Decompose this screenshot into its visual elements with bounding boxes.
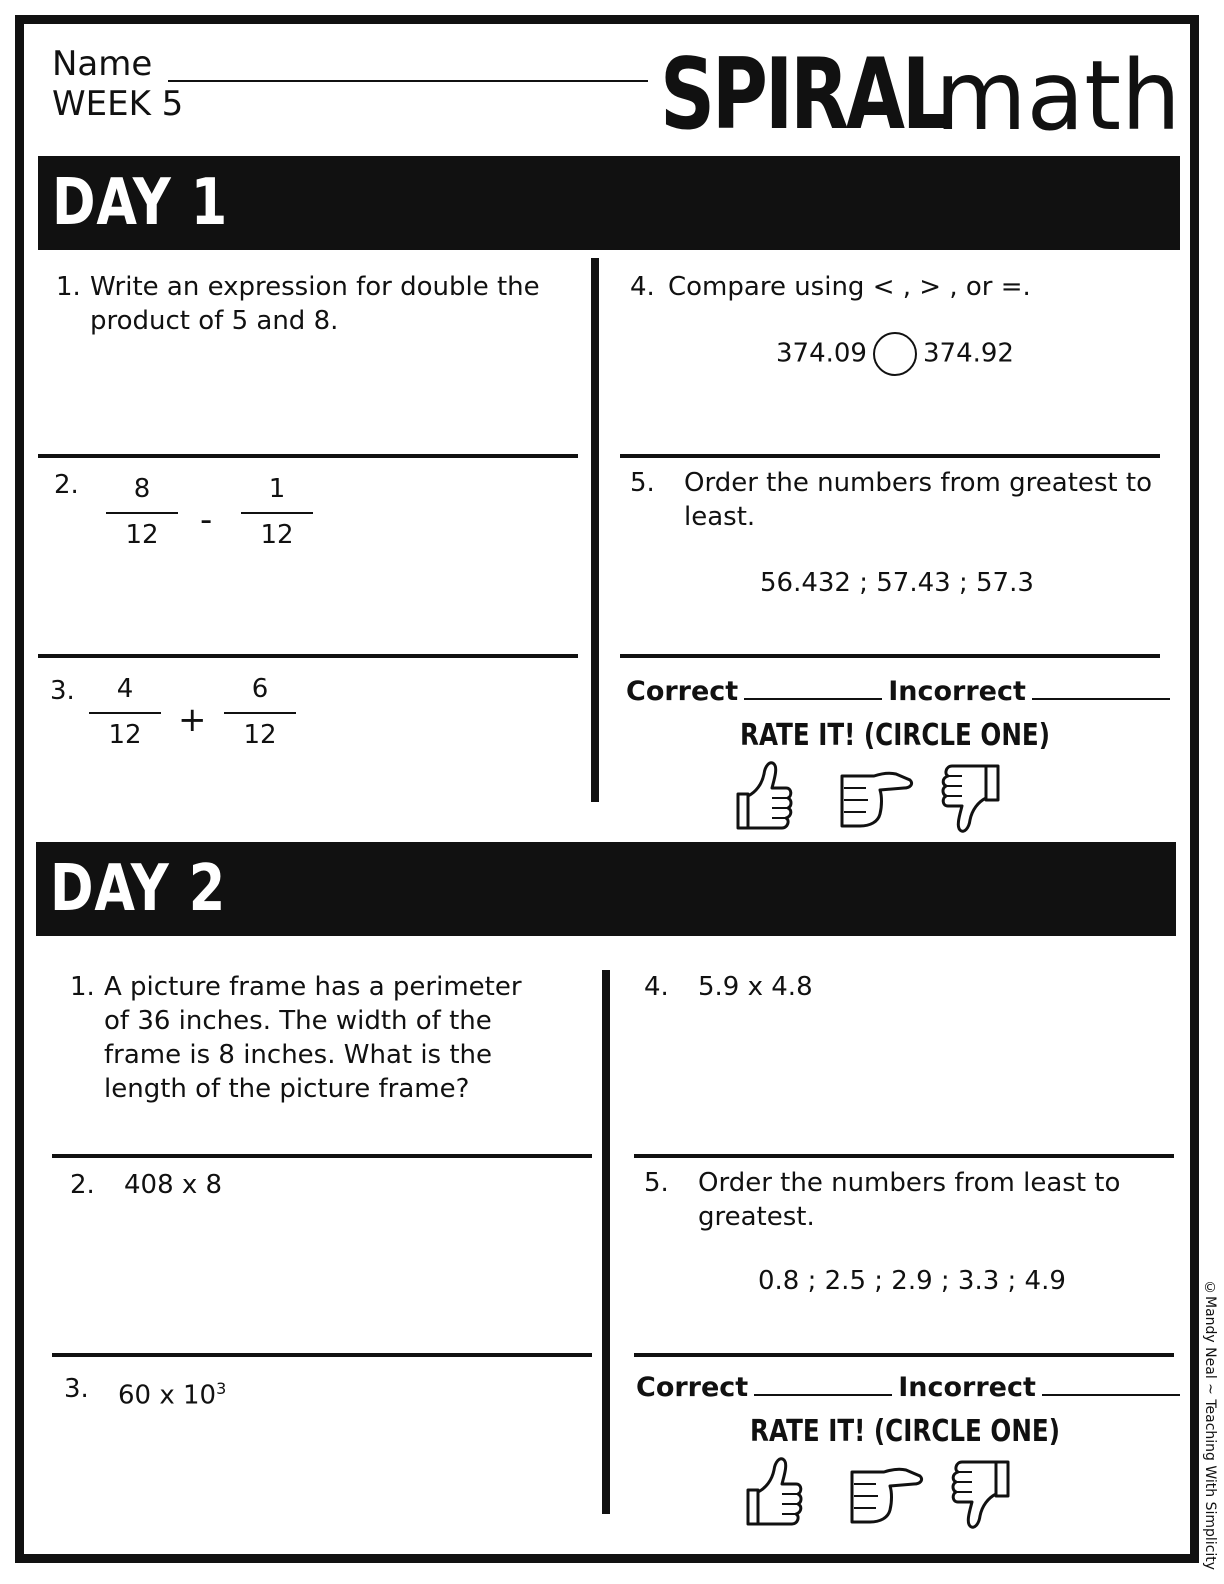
correct-field[interactable] (744, 680, 882, 700)
logo-spiral: SPIRAL (660, 38, 948, 152)
day2-left-divider-2 (52, 1353, 592, 1357)
incorrect-label: Incorrect (888, 676, 1026, 707)
d1-q5-number: 5. (630, 468, 655, 498)
d1-score-row (626, 676, 1176, 707)
d1-q4-comparison (776, 332, 1014, 376)
logo-math: math (935, 40, 1181, 152)
d1-q4-right-value: 374.92 (922, 338, 1014, 369)
d1-rate-label: RATE IT! (CIRCLE ONE) (740, 718, 1050, 753)
d1-q3-fraction-a (89, 674, 161, 750)
d2-q5-number: 5. (644, 1168, 669, 1198)
fraction-bar (89, 712, 161, 714)
thumbs-up-icon[interactable] (730, 756, 794, 832)
d2-q3-number: 3. (64, 1374, 89, 1404)
day1-left-divider-2 (38, 654, 578, 658)
correct-label: Correct (636, 1372, 749, 1403)
incorrect-label: Incorrect (898, 1372, 1036, 1403)
numerator: 6 (251, 674, 269, 704)
d1-q4-text: Compare using < , > , or =. (668, 272, 1031, 302)
day2-right-divider-1 (634, 1154, 1174, 1158)
d2-q3-expression (118, 1372, 226, 1413)
d2-q2-text: 408 x 8 (124, 1170, 223, 1200)
numerator: 1 (268, 474, 286, 504)
fraction-bar (241, 512, 313, 514)
d2-q2-number: 2. (70, 1170, 95, 1200)
thumbs-down-icon[interactable] (940, 762, 1004, 838)
d2-q1-number: 1. (70, 972, 95, 1002)
copyright-credit: ©Mandy Neal ~ Teaching With Simplicity (1202, 1280, 1218, 1571)
d1-q2-fraction-b (241, 474, 313, 550)
d1-q2-operator: - (200, 500, 213, 540)
numerator: 4 (116, 674, 134, 704)
d2-q3-text: 60 x 10 (118, 1380, 217, 1411)
denominator: 12 (125, 520, 159, 550)
day2-left-divider-1 (52, 1154, 592, 1158)
thumbs-sideways-icon[interactable] (846, 1462, 926, 1528)
d2-q3-exponent: 3 (216, 1379, 227, 1398)
d1-q3-number: 3. (50, 676, 75, 706)
denominator: 12 (243, 720, 277, 750)
incorrect-field[interactable] (1042, 1376, 1180, 1396)
day2-right-divider-2 (634, 1353, 1174, 1357)
day1-right-divider-1 (620, 454, 1160, 458)
name-label: Name (52, 44, 153, 84)
day1-right-divider-2 (620, 654, 1160, 658)
day1-title: DAY 1 (52, 166, 229, 240)
day2-column-divider (602, 970, 610, 1514)
d2-rate-label: RATE IT! (CIRCLE ONE) (750, 1414, 1060, 1449)
day1-left-divider-1 (38, 454, 578, 458)
d1-q2-number: 2. (54, 470, 79, 500)
d2-q1-text: A picture frame has a perimeter of 36 inches. The width of the frame is 8 inches. What is the length of the picture frame? (104, 972, 522, 1104)
d1-q4-left-value: 374.09 (776, 338, 867, 369)
d2-q4-text: 5.9 x 4.8 (698, 972, 813, 1002)
thumbs-up-icon[interactable] (740, 1452, 804, 1528)
day1-column-divider (591, 258, 599, 802)
day2-banner (36, 842, 1176, 936)
numerator: 8 (133, 474, 151, 504)
week-label: WEEK 5 (52, 84, 184, 124)
d1-q5-text: Order the numbers from greatest to least. (684, 468, 1152, 532)
d1-q1-text: Write an expression for double the product of 5 and 8. (90, 272, 540, 336)
d2-q5-text: Order the numbers from least to greatest. (698, 1168, 1121, 1232)
d1-q5-values: 56.432 ; 57.43 ; 57.3 (760, 568, 1034, 598)
d1-q3-operator: + (178, 700, 207, 740)
thumbs-sideways-icon[interactable] (836, 766, 916, 832)
fraction-bar (224, 712, 296, 714)
d2-score-row (636, 1372, 1186, 1403)
denominator: 12 (260, 520, 294, 550)
fraction-bar (106, 512, 178, 514)
denominator: 12 (108, 720, 142, 750)
d1-q3-fraction-b (224, 674, 296, 750)
d1-q4-number: 4. (630, 272, 655, 302)
d1-q2-fraction-a (106, 474, 178, 550)
incorrect-field[interactable] (1032, 680, 1170, 700)
d2-q5-values: 0.8 ; 2.5 ; 2.9 ; 3.3 ; 4.9 (758, 1266, 1066, 1296)
d2-q4-number: 4. (644, 972, 669, 1002)
compare-circle[interactable] (873, 332, 917, 376)
thumbs-down-icon[interactable] (950, 1458, 1014, 1534)
correct-label: Correct (626, 676, 739, 707)
correct-field[interactable] (754, 1376, 892, 1396)
day2-title: DAY 2 (50, 852, 227, 926)
name-field[interactable] (168, 80, 648, 82)
day1-banner (38, 156, 1180, 250)
d1-q1-number: 1. (56, 272, 81, 302)
